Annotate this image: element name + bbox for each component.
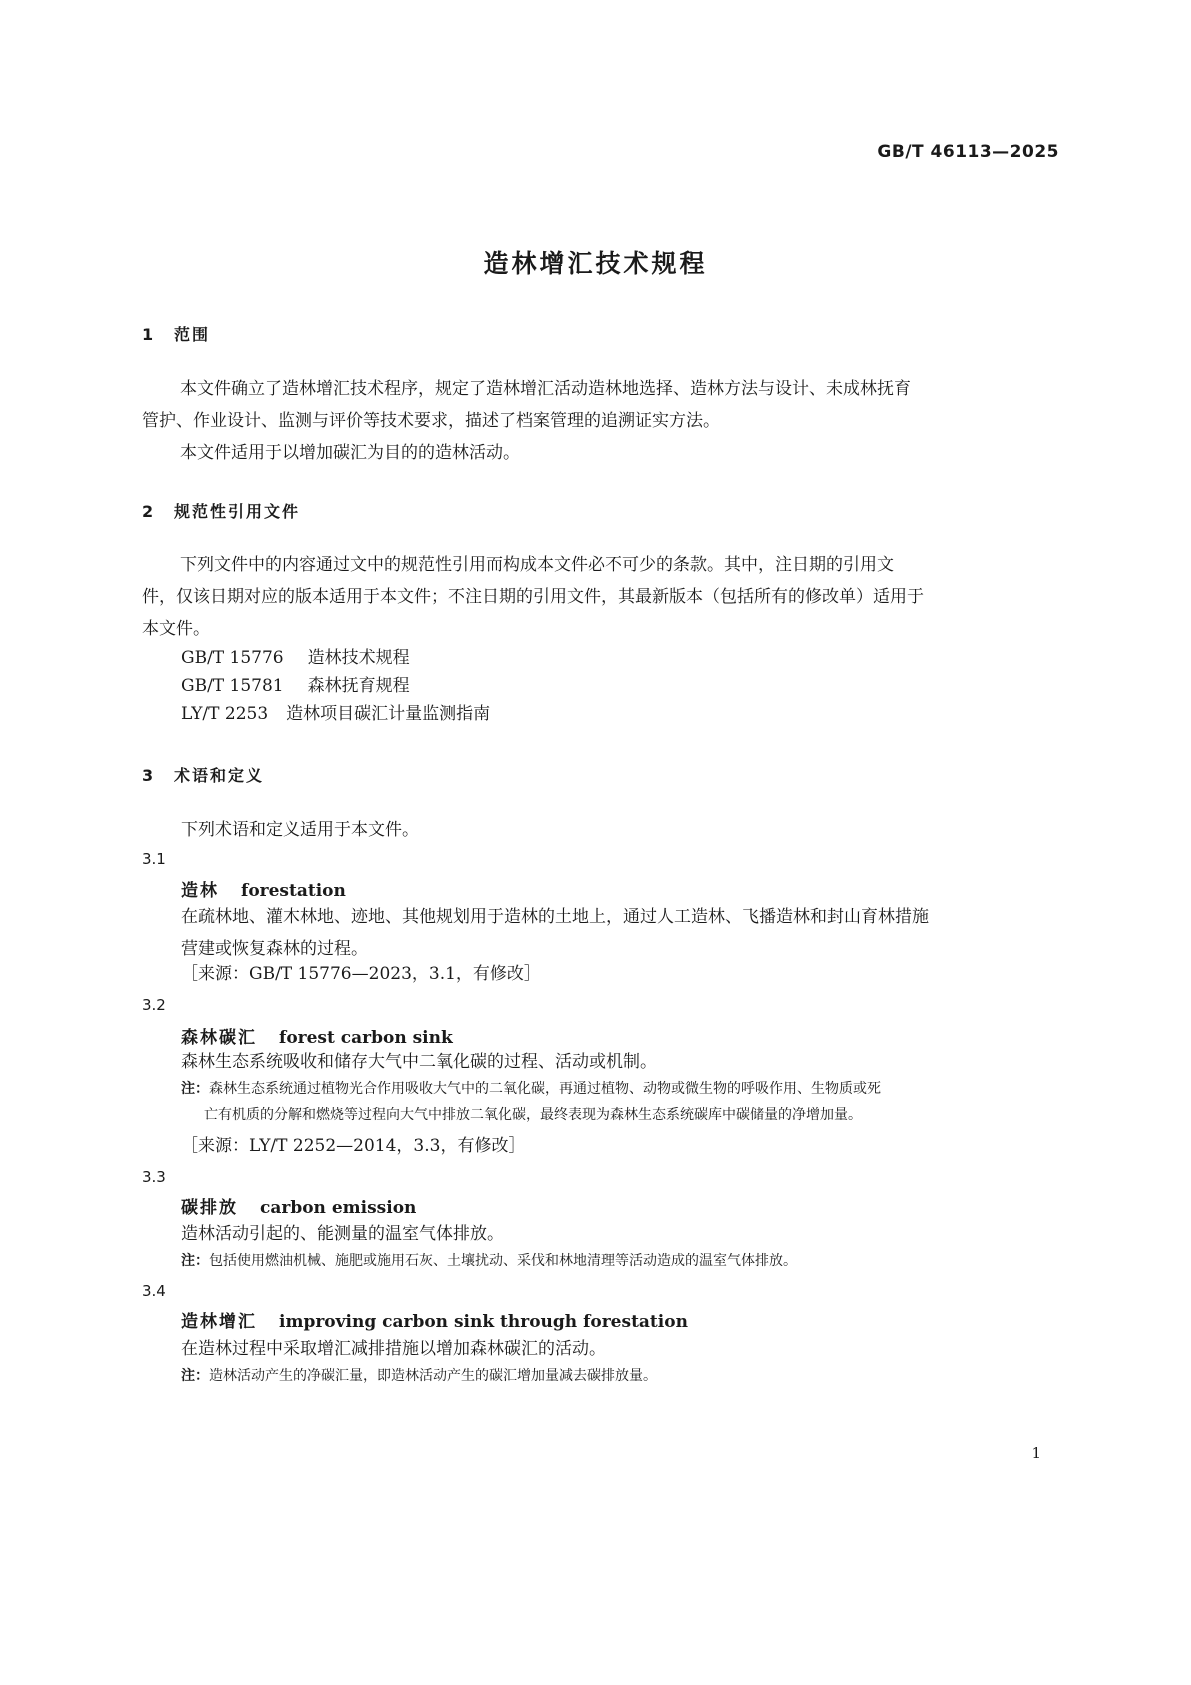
term-name-en: improving carbon sink through forestation [279,1312,688,1332]
reference-title: 造林项目碳汇计量监测指南 [286,704,491,724]
term-number: 3.3 [142,1168,166,1186]
note-text: 森林生态系统通过植物光合作用吸收大气中的二氧化碳，再通过植物、动物或微生物的呼吸作用、生物质或死 [209,1081,881,1097]
section-1-heading [142,322,210,345]
reference-code: GB/T 15781 [181,676,284,696]
term-number: 3.4 [142,1282,166,1300]
reference-title: 造林技术规程 [307,648,410,668]
reference-code: LY/T 2253 [181,704,269,724]
section-number: 3 [142,766,156,785]
section-2-heading [142,499,300,522]
section-1-paragraph-1 [142,373,1054,437]
term-name [181,1193,416,1218]
term-definition [181,901,929,965]
section-title: 规范性引用文件 [174,502,301,521]
text-line: 管护、作业设计、监测与评价等技术要求，描述了档案管理的追溯证实方法。 [142,411,720,431]
section-number: 2 [142,502,156,521]
note-label: 注： [181,1253,209,1269]
term-number: 3.1 [142,850,166,868]
term-note [181,1248,1054,1274]
section-3-heading [142,763,264,786]
standard-number: GB/T 46113—2025 [877,142,1059,162]
term-name-en: forest carbon sink [279,1028,453,1048]
term-name-zh: 造林 [181,881,219,901]
term-source: ［来源：LY/T 2252—2014，3.3，有修改］ [181,1136,526,1156]
term-definition: 森林生态系统吸收和储存大气中二氧化碳的过程、活动或机制。 [181,1052,657,1072]
term-source: ［来源：GB/T 15776—2023，3.1，有修改］ [181,964,541,984]
term-note [181,1076,1054,1128]
text-line: 本文件适用于以增加碳汇为目的的造林活动。 [180,443,520,463]
section-3-intro: 下列术语和定义适用于本文件。 [181,820,419,840]
note-text: 包括使用燃油机械、施肥或施用石灰、土壤扰动、采伐和林地清理等活动造成的温室气体排放。 [209,1253,797,1269]
note-text: 造林活动产生的净碳汇量，即造林活动产生的碳汇增加量减去碳排放量。 [209,1368,657,1384]
term-name-zh: 森林碳汇 [181,1028,257,1048]
section-title: 术语和定义 [174,766,265,785]
text-line: 下列文件中的内容通过文中的规范性引用而构成本文件必不可少的条款。其中，注日期的引用文 [180,555,894,575]
normative-reference [181,698,490,730]
reference-title: 森林抚育规程 [307,676,410,696]
term-name-zh: 碳排放 [181,1198,238,1218]
term-name [181,1307,688,1332]
section-2-paragraph-1 [142,549,1054,645]
term-note [181,1363,1054,1389]
text-line: 本文件确立了造林增汇技术程序，规定了造林增汇活动造林地选择、造林方法与设计、未成林抚育 [180,379,911,399]
text-line: 件，仅该日期对应的版本适用于本文件；不注日期的引用文件，其最新版本（包括所有的修改单）适用于 [142,587,924,607]
note-label: 注： [181,1081,209,1097]
term-name-en: carbon emission [260,1198,417,1218]
term-name-zh: 造林增汇 [181,1312,257,1332]
text-line: 营建或恢复森林的过程。 [181,939,368,959]
section-title: 范围 [174,325,211,344]
term-name-en: forestation [241,881,346,901]
term-definition: 在造林过程中采取增汇减排措施以增加森林碳汇的活动。 [181,1339,606,1359]
term-name [181,876,346,901]
note-text: 亡有机质的分解和燃烧等过程向大气中排放二氧化碳，最终表现为森林生态系统碳库中碳储量的净增加量。 [204,1107,862,1123]
section-1-paragraph-2 [142,437,1054,469]
note-label: 注： [181,1368,209,1384]
text-line: 本文件。 [142,619,210,639]
text-line: 在疏林地、灌木林地、迹地、其他规划用于造林的土地上，通过人工造林、飞播造林和封山育林措施 [181,907,929,927]
page-number: 1 [1031,1444,1041,1462]
document-title: 造林增汇技术规程 [483,249,708,278]
term-definition: 造林活动引起的、能测量的温室气体排放。 [181,1224,504,1244]
section-number: 1 [142,325,156,344]
term-name [181,1023,453,1048]
term-number: 3.2 [142,996,166,1014]
reference-code: GB/T 15776 [181,648,284,668]
